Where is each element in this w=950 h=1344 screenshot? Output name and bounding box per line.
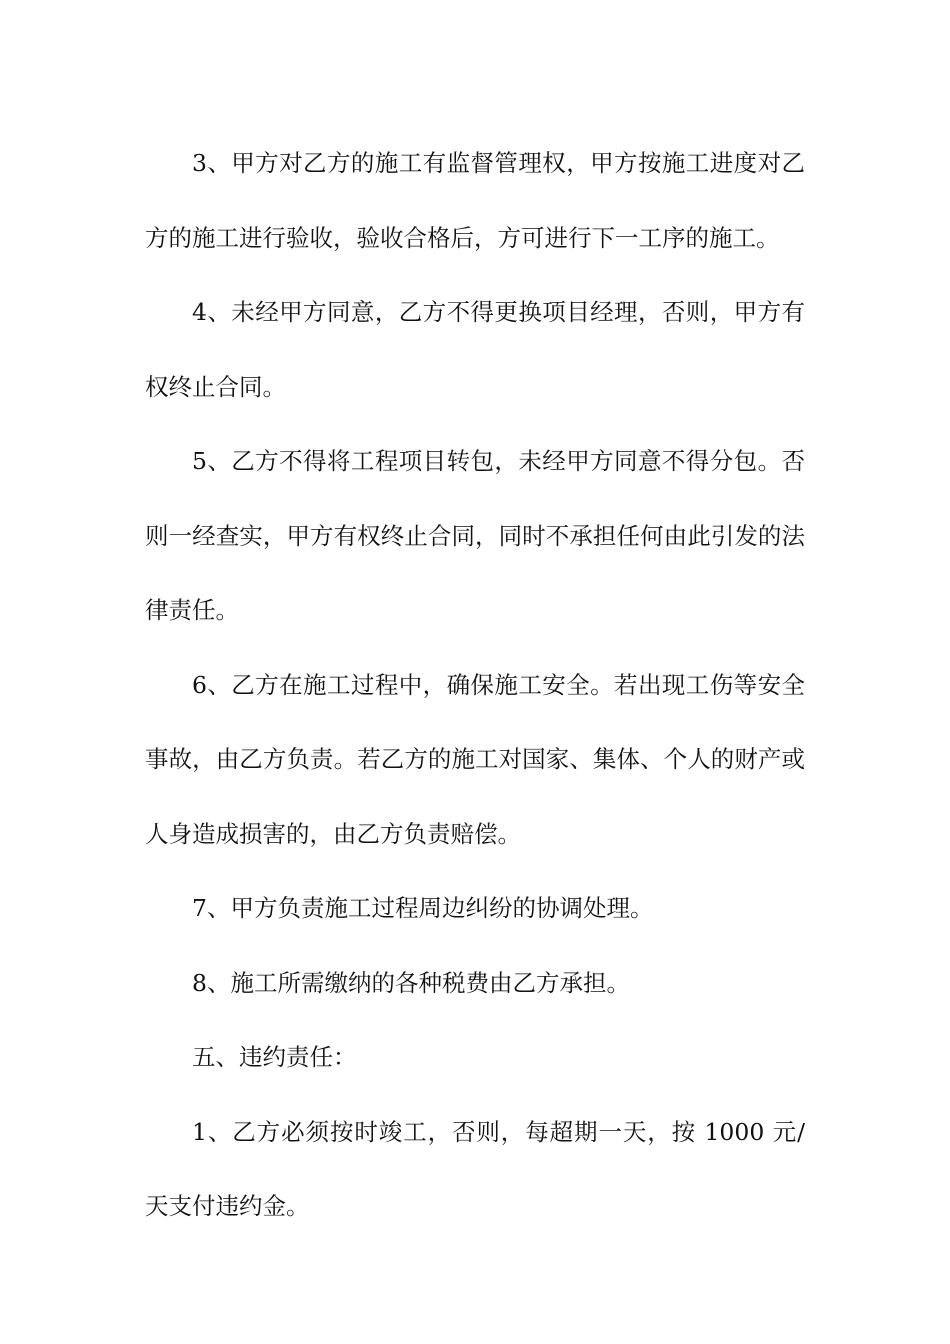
paragraph-clause-6: 6、乙方在施工过程中，确保施工安全。若出现工伤等安全事故，由乙方负责。若乙方的施工对国家、集体、个人的财产或人身造成损害的，由乙方负责赔偿。 — [145, 670, 805, 848]
document-body — [145, 126, 805, 1244]
paragraph-clause-7: 7、甲方负责施工过程周边纠纷的协调处理。 — [192, 894, 654, 922]
section-heading-breach-liability: 五、违约责任： — [192, 1043, 357, 1071]
paragraph-clause-4: 4、未经甲方同意，乙方不得更换项目经理，否则，甲方有权终止合同。 — [145, 298, 805, 401]
paragraph-clause-3: 3、甲方对乙方的施工有监督管理权，甲方按施工进度对乙方的施工进行验收，验收合格后，方可进行下一工序的施工。 — [145, 149, 805, 252]
paragraph-clause-5: 5、乙方不得将工程项目转包，未经甲方同意不得分包。否则一经查实，甲方有权终止合同，同时不承担任何由此引发的法律责任。 — [145, 447, 805, 624]
paragraph-clause-8: 8、施工所需缴纳的各种税费由乙方承担。 — [192, 968, 630, 997]
paragraph-breach-clause-1: 1、乙方必须按时竣工，否则，每超期一天，按 1000 元/天支付违约金。 — [145, 1117, 805, 1220]
